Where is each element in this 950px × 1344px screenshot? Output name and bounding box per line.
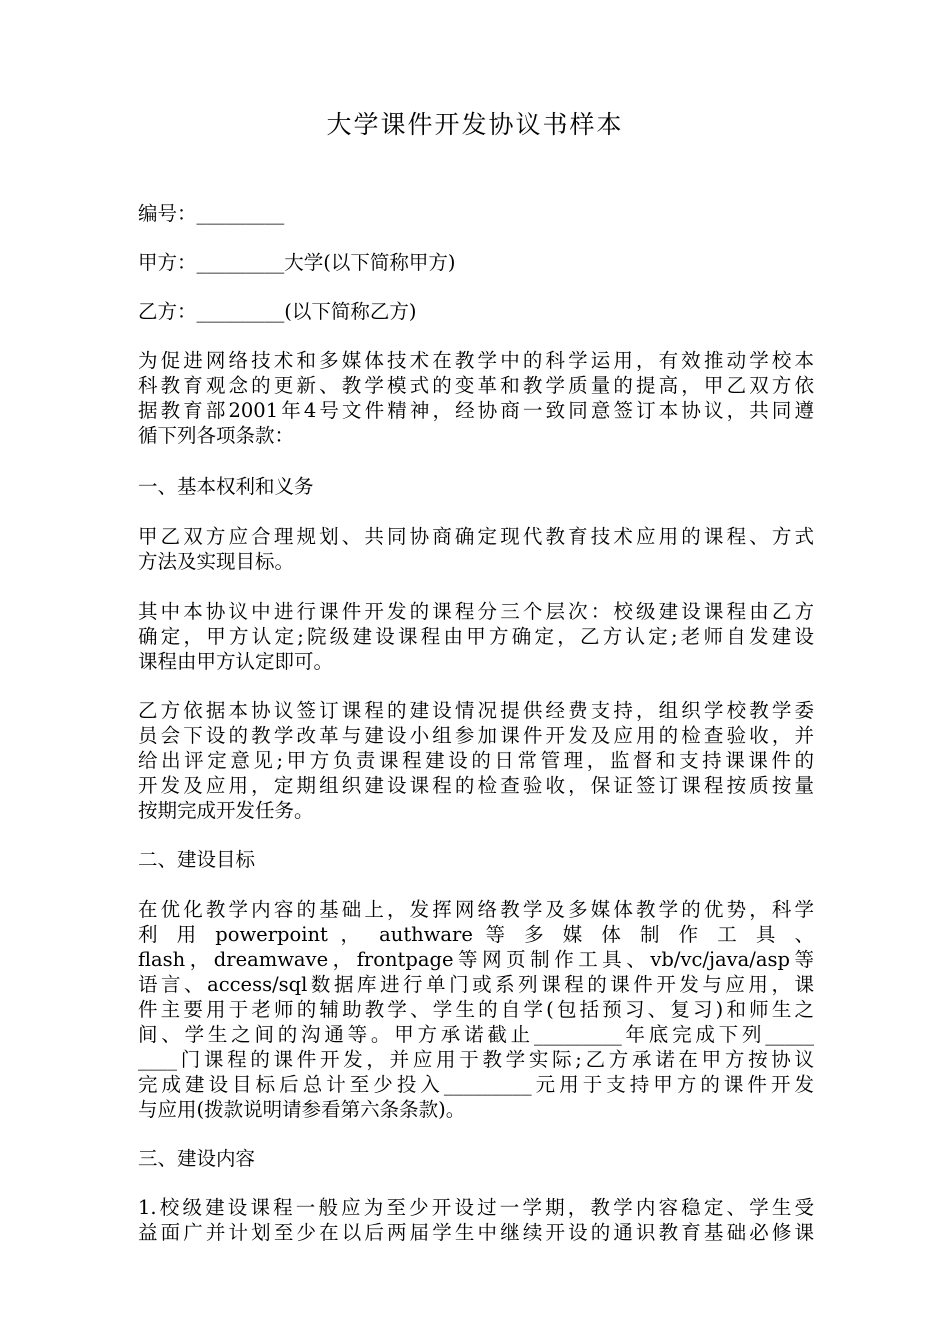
- paragraph-line: 语言、access/sql数据库进行单门或系列课程的课件开发与应用，课: [138, 973, 814, 996]
- paragraph-line: 在优化教学内容的基础上，发挥网络教学及多媒体教学的优势，科学: [138, 898, 814, 921]
- number-line: 编号：_________: [138, 202, 285, 225]
- paragraph-line: flash，dreamwave，frontpage等网页制作工具、vb/vc/java/asp等: [138, 948, 814, 971]
- section3-paragraph-1: [138, 1195, 814, 1245]
- paragraph-line: 与应用(拨款说明请参看第六条条款)。: [138, 1098, 466, 1121]
- section-heading-3: 三、建设内容: [138, 1147, 256, 1170]
- paragraph-line: 益面广并计划至少在以后两届学生中继续开设的通识教育基础必修课: [138, 1221, 814, 1244]
- paragraph-line: 课程由甲方认定即可。: [138, 650, 334, 673]
- section1-paragraph-2: [138, 599, 814, 674]
- paragraph-line: 间、学生之间的沟通等。甲方承诺截止_________年底完成下列_____: [138, 1023, 814, 1046]
- section1-paragraph-1: [138, 524, 814, 574]
- paragraph-line: 利 用 powerpoint ， authware 等 多 媒 体 制 作 工 具 、: [138, 923, 814, 946]
- paragraph-line: 乙方依据本协议签订课程的建设情况提供经费支持，组织学校教学委: [138, 699, 814, 722]
- section-heading-1: 一、基本权利和义务: [138, 475, 314, 498]
- intro-paragraph: [138, 348, 814, 448]
- document-title: 大学课件开发协议书样本: [326, 110, 624, 139]
- section1-paragraph-3: [138, 698, 814, 823]
- paragraph-line: 员会下设的教学改革与建设小组参加课件开发及应用的检查验收，并: [138, 724, 814, 747]
- paragraph-line: 甲乙双方应合理规划、共同协商确定现代教育技术应用的课程、方式: [138, 525, 814, 548]
- party-b-line: 乙方：_________(以下简称乙方): [138, 300, 417, 323]
- intro-line: 科教育观念的更新、教学模式的变革和教学质量的提高，甲乙双方依: [138, 374, 814, 397]
- intro-line: 据教育部2001年4号文件精神，经协商一致同意签订本协议，共同遵: [138, 399, 814, 422]
- paragraph-line: 给出评定意见;甲方负责课程建设的日常管理，监督和支持课课件的: [138, 749, 814, 772]
- paragraph-line: 完成建设目标后总计至少投入_________元用于支持甲方的课件开发: [138, 1073, 814, 1096]
- intro-line: 为促进网络技术和多媒体技术在教学中的科学运用，有效推动学校本: [138, 349, 814, 372]
- paragraph-line: 按期完成开发任务。: [138, 799, 314, 822]
- section-heading-2: 二、建设目标: [138, 848, 256, 871]
- intro-line: 循下列各项条款：: [138, 424, 295, 447]
- paragraph-line: ____门课程的课件开发，并应用于教学实际;乙方承诺在甲方按协议: [138, 1048, 814, 1071]
- paragraph-line: 其中本协议中进行课件开发的课程分三个层次：校级建设课程由乙方: [138, 600, 814, 623]
- paragraph-line: 件主要用于老师的辅助教学、学生的自学(包括预习、复习)和师生之: [138, 998, 814, 1021]
- party-a-line: 甲方：_________大学(以下简称甲方): [138, 251, 456, 274]
- paragraph-line: 开发及应用，定期组织建设课程的检查验收，保证签订课程按质按量: [138, 774, 814, 797]
- section2-paragraph-1: [138, 897, 814, 1122]
- paragraph-line: 方法及实现目标。: [138, 550, 295, 573]
- paragraph-line: 确定，甲方认定;院级建设课程由甲方确定，乙方认定;老师自发建设: [138, 625, 814, 648]
- paragraph-line: 1.校级建设课程一般应为至少开设过一学期，教学内容稳定、学生受: [138, 1196, 814, 1219]
